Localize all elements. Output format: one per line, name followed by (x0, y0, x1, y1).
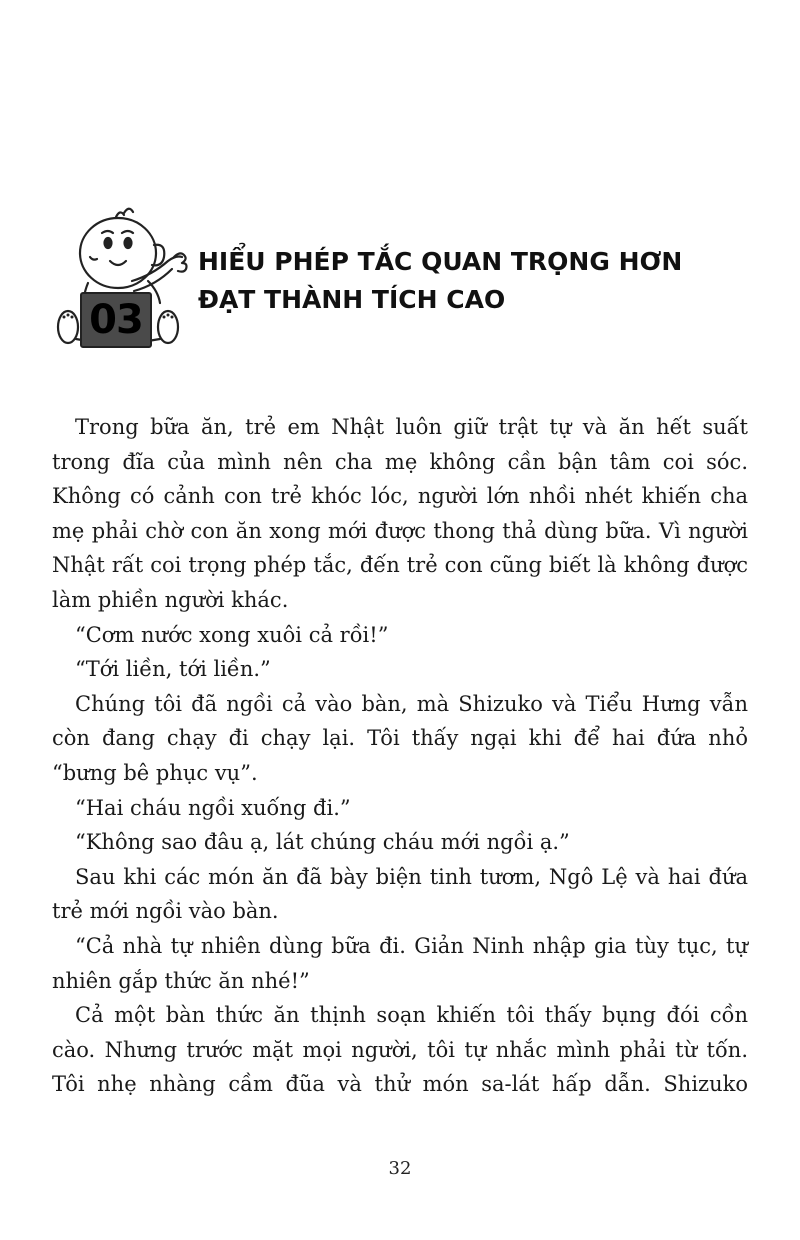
chapter-header (50, 195, 770, 365)
paragraph: “Không sao đâu ạ, lát chúng cháu mới ngồi ạ.” (75, 830, 570, 855)
paragraph: “Cơm nước xong xuôi cả rồi!” (75, 622, 389, 647)
paragraph: Trong bữa ăn, trẻ em Nhật luôn giữ trật tự và ăn hết suất trong đĩa của mình nên cha mẹ không cần bận tâm coi sóc. Không có cảnh con trẻ khóc lóc, người lớn nhồi nhét khiến cha mẹ phải chờ con ăn xong mới được thong thả dùng bữa. Vì người Nhật rất coi trọng phép tắc, đến trẻ con cũng biết là không được làm phiền người khác. (52, 415, 748, 612)
paragraph: “Tới liền, tới liền.” (75, 657, 271, 682)
paragraph: Sau khi các món ăn đã bày biện tinh tươm, Ngô Lệ và hai đứa trẻ mới ngồi vào bàn. (52, 864, 748, 924)
paragraph: Chúng tôi đã ngồi cả vào bàn, mà Shizuko và Tiểu Hưng vẫn còn đang chạy đi chạy lại. Tôi thấy ngại khi để hai đứa nhỏ “bưng bê phục vụ”. (52, 691, 748, 785)
chapter-title (198, 243, 758, 319)
chapter-title-line: HIỂU PHÉP TẮC QUAN TRỌNG HƠN (198, 247, 683, 276)
chapter-number-badge: 03 (80, 292, 152, 348)
paragraph: “Hai cháu ngồi xuống đi.” (75, 795, 351, 820)
paragraph: “Cả nhà tự nhiên dùng bữa đi. Giản Ninh nhập gia tùy tục, tự nhiên gắp thức ăn nhé!” (52, 933, 748, 993)
paragraph: Cả một bàn thức ăn thịnh soạn khiến tôi thấy bụng đói cồn cào. Nhưng trước mặt mọi người, tôi tự nhắc mình phải từ tốn. Tôi nhẹ nhàng cầm đũa và thử món sa-lát hấp dẫn. Shizuko (52, 1003, 748, 1097)
page-number: 32 (388, 1158, 412, 1179)
body-text (52, 410, 748, 1102)
chapter-title-line: ĐẠT THÀNH TÍCH CAO (198, 285, 506, 314)
